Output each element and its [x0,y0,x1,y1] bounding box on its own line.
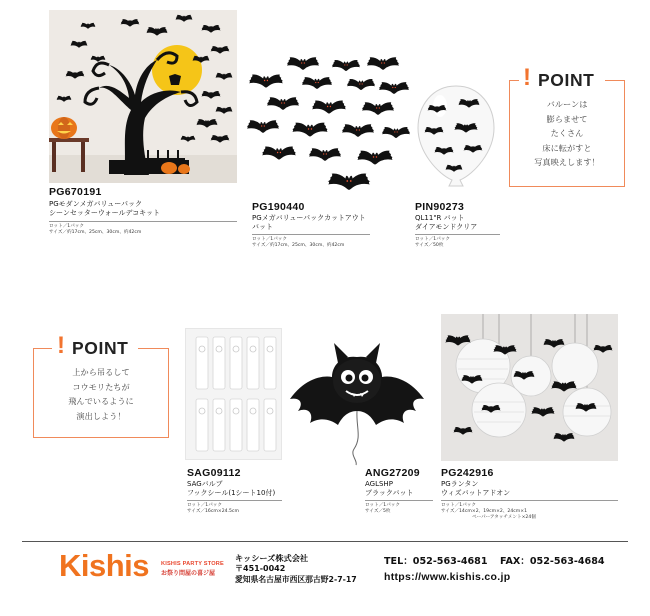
product-image-black-bat-balloon [282,337,432,467]
product-name: AGLSHP [365,480,393,488]
product-size: サイズ／約17cm、25cm、30cm、約42cm [252,243,345,248]
fax-number: FAX：052-563-4684 [500,556,605,567]
product-lot: ロット／1パック [49,224,84,229]
product-code: PG670191 [49,186,102,198]
point-title: POINT [538,70,595,90]
product-size-extra: ペーパーアタッチメント×24個 [472,515,536,520]
product-name: SAGバルブ [187,480,223,488]
product-code: SAG09112 [187,467,241,479]
product-name: QL11"R バット [415,214,465,222]
product-name-sub: ブラックバット [365,489,414,497]
point-line: 写真映えします！ [534,157,600,168]
product-code: PIN90273 [415,201,465,213]
point-line: 膨らませて [546,113,588,124]
divider [441,500,618,501]
product-lot: ロット／1パック [415,237,450,242]
product-size: サイズ／14cm×2、19cm×2、24cm×1 [441,509,528,514]
point-line: コウモリたちが [72,381,130,392]
product-size: サイズ／約17cm、25cm、30cm、約42cm [49,230,142,235]
postal-code: 〒451-0042 [235,564,286,573]
product-image-bat-cutouts [243,50,415,200]
product-name-sub: ウィズバットアドオン [441,489,511,497]
product-lot: ロット／1パック [441,503,476,508]
product-name-sub: ダイアモンドクリア [415,223,478,231]
point-title: POINT [72,338,129,358]
product-name-sub: バット [252,223,273,231]
point-line: 床に転がすと [542,142,592,153]
omatsuri-logo: お祭り問屋の喜ジ屋 [161,570,216,577]
product-image-wall-deco [49,10,237,183]
product-size: サイズ／16cm×24.5cm [187,509,239,514]
divider [252,234,370,235]
product-image-hook-seals [185,328,282,460]
point-text [510,97,624,170]
divider [415,234,500,235]
product-name: PGモダンメガバリューパック [49,200,142,208]
exclamation-icon: ! [523,64,531,91]
kishis-logo: Kishis [59,548,150,583]
point-callout-hang [33,348,169,438]
product-code: ANG27209 [365,467,420,479]
exclamation-icon: ! [57,332,65,359]
point-line: たくさん [550,128,584,139]
divider [365,500,433,501]
point-text [34,365,168,423]
footer-divider [22,541,628,542]
product-lot: ロット／1パック [187,503,222,508]
product-image-bat-balloon [412,82,500,192]
point-callout-balloon [509,80,625,187]
point-line: 演出しよう！ [76,410,126,421]
product-name-sub: シーンセッターウォールデコキット [49,209,161,217]
product-code: PG242916 [441,467,494,479]
point-line: バルーンは [546,99,588,109]
product-size: サイズ／5枚 [365,509,391,514]
product-image-lanterns [441,314,618,461]
product-name-sub: フックシール(1シート10付) [187,489,276,497]
company-address: 愛知県名古屋市西区那古野2-7-17 [235,575,357,584]
company-name: キッシーズ株式会社 [235,553,309,563]
product-lot: ロット／1パック [365,503,400,508]
tel-number: TEL：052-563-4681 [384,556,488,567]
product-name: PGランタン [441,480,479,488]
website-link[interactable]: https://www.kishis.co.jp [384,571,511,583]
product-lot: ロット／1パック [252,237,287,242]
product-name: PGメガバリューパックカットアウト [252,214,366,222]
point-line: 飛んでいるように [68,396,134,407]
point-line: 上から吊るして [72,367,130,377]
divider [49,221,237,222]
divider [187,500,282,501]
kishis-party-store-logo: KISHIS PARTY STORE [161,561,224,567]
product-code: PG190440 [252,201,305,213]
product-size: サイズ／50枚 [415,243,444,248]
